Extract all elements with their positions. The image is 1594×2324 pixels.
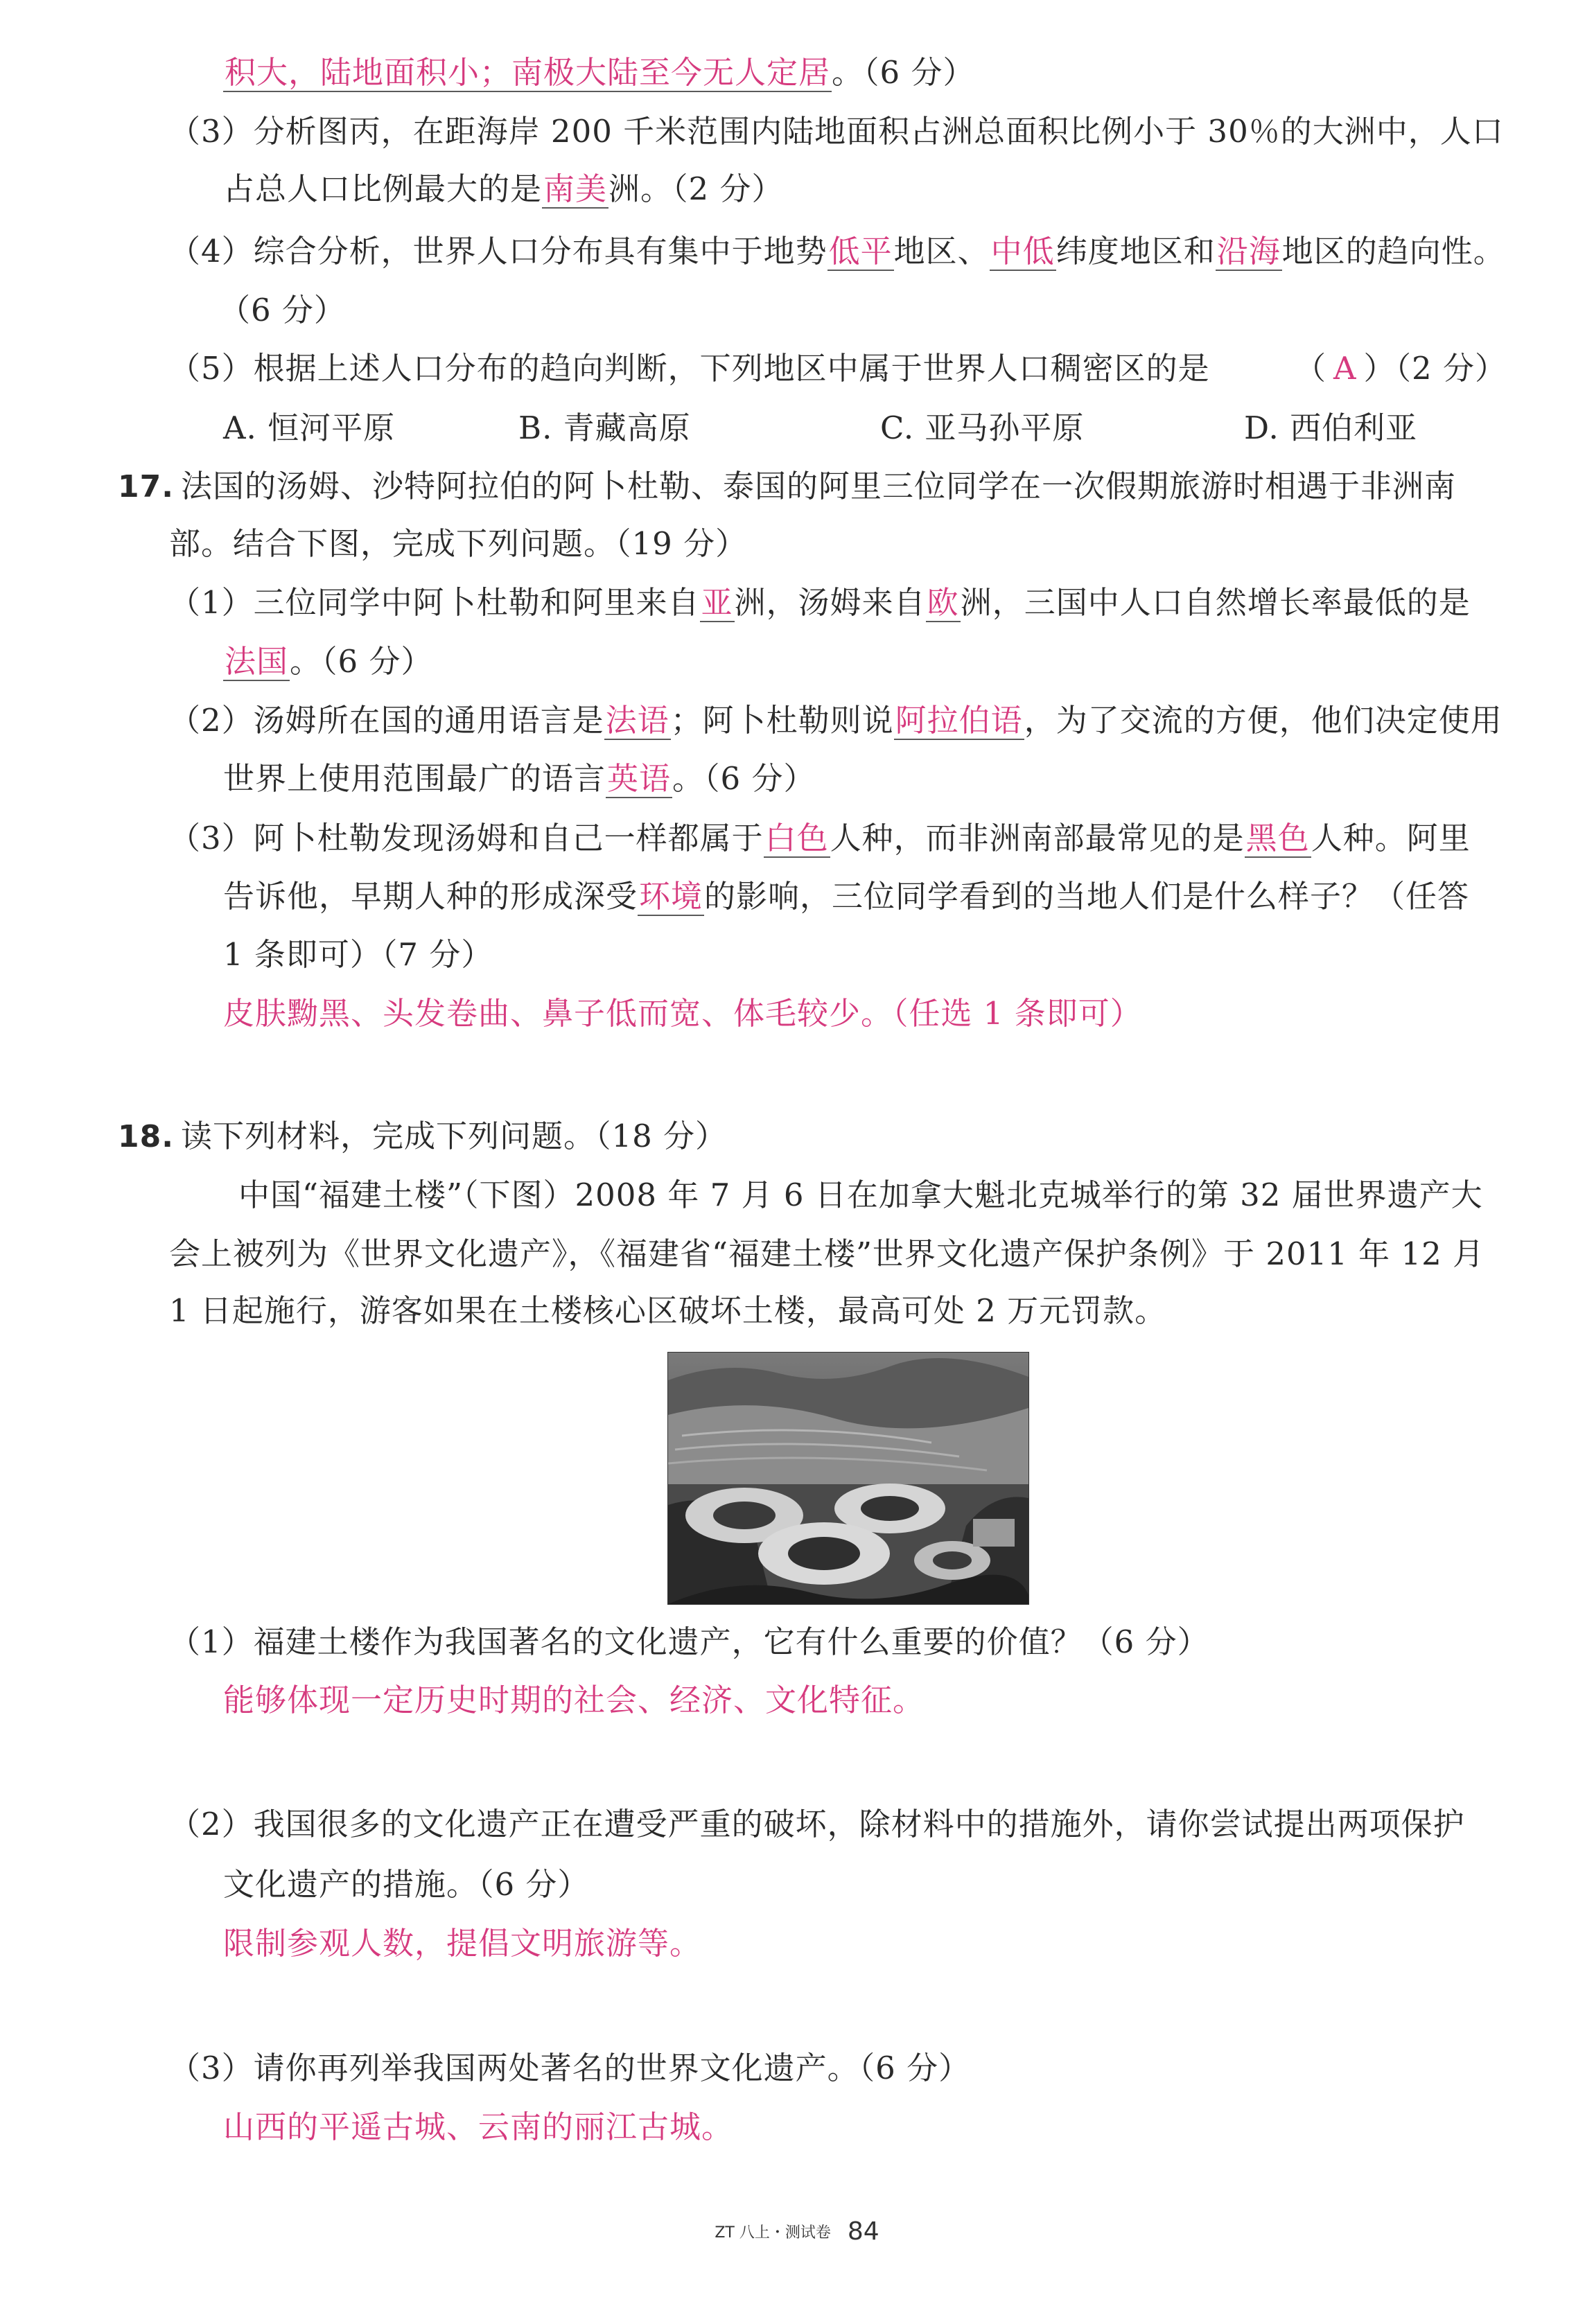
answer-blank: 欧 [927,584,959,621]
question-text: 的影响，三位同学看到的当地人们是什么样子？（任答 [704,878,1470,915]
q17-line2: 部。结合下图，完成下列问题。（19 分） [169,525,748,562]
question-text: 告诉他，早期人种的形成深受 [223,878,638,915]
q16-5-answer-paren [1295,348,1507,389]
q18-material-line3: 1 日起施行，游客如果在土楼核心区破坏土楼，最高可处 2 万元罚款。 [169,1292,1167,1329]
fujian-tulou-photo [667,1352,1029,1605]
question-text: （2）汤姆所在国的通用语言是 [169,702,604,739]
q17-1-line1 [169,582,1471,624]
q16-5-option-b: B. 青藏高原 [518,410,691,446]
q18-material-line1: 中国“福建土楼”（下图）2008 年 7 月 6 日在加拿大魁北克城举行的第 32 届世界遗产大 [238,1177,1483,1213]
q16-3-line1: （3）分析图丙，在距海岸 200 千米范围内陆地面积占洲总面积比例小于 30％的大洲中，人口 [169,113,1504,150]
footer-tag: ZT 八上・测试卷 [715,2224,831,2242]
question-text: 地区、 [893,233,990,270]
question-text: 占总人口比例最大的是 [223,170,543,207]
q16-4-line1 [169,231,1505,272]
answer-blank: 亚 [701,584,733,621]
answer-text: 积大，陆地面积小；南极大陆至今无人定居 [225,54,831,91]
answer-blank: 中低 [990,233,1055,270]
q18-material-line2: 会上被列为《世界文化遗产》，《福建省“福建土楼”世界文化遗产保护条例》于 2011 年 12 月 [169,1235,1485,1272]
question-number: 18. [118,1119,174,1154]
answer-blank: 低平 [828,233,893,270]
q16-2-answer-continued [223,52,974,94]
q16-5-line1 [169,348,1210,389]
q16-4-line2: （6 分） [219,292,346,328]
answer-blank: 法国 [225,643,289,680]
q17-1-line2 [223,641,432,683]
question-text: 法国的汤姆、沙特阿拉伯的阿卜杜勒、泰国的阿里三位同学在一次假期旅游时相遇于非洲南 [180,468,1456,504]
question-text: （3）阿卜杜勒发现汤姆和自己一样都属于 [169,820,764,856]
question-text: （5）根据上述人口分布的趋向判断，下列地区中属于世界人口稠密区的是 [169,350,1210,387]
q18-3-answer: 山西的平遥古城、云南的丽江古城。 [223,2109,734,2145]
score-label: 。（6 分） [832,54,975,91]
question-text: （4）综合分析，世界人口分布具有集中于地势 [169,233,827,270]
q17-2-line1 [169,700,1503,741]
q16-5-option-a: A. 恒河平原 [223,410,396,446]
q17-3-line1 [169,818,1471,859]
score-label: 。（6 分） [672,760,816,797]
question-text: 洲，汤姆来自 [734,584,926,621]
paren-left: （ [1295,350,1327,387]
question-text: ，为了交流的方便，他们决定使用 [1024,702,1503,739]
q18-line1 [118,1116,727,1158]
q18-3-question: （3）请你再列举我国两处著名的世界文化遗产。（6 分） [169,2050,971,2086]
answer-blank: 英语 [607,760,672,797]
answer-blank: 沿海 [1216,233,1281,270]
q16-5-option-d: D. 西伯利亚 [1244,410,1418,446]
question-text: 洲，三国中人口自然增长率最低的是 [960,584,1471,621]
answer-blank: 黑色 [1245,820,1310,856]
choice-answer: A [1333,350,1357,387]
q17-3-answer: 皮肤黝黑、头发卷曲、鼻子低而宽、体毛较少。（任选 1 条即可） [223,995,1142,1032]
question-text: （1）三位同学中阿卜杜勒和阿里来自 [169,584,700,621]
question-text: 人种，而非洲南部最常见的是 [830,820,1245,856]
q16-3-line2 [223,168,783,210]
paren-right: ）（2 分） [1363,350,1507,387]
answer-blank: 白色 [764,820,829,856]
question-text: 纬度地区和 [1056,233,1216,270]
q17-3-line3: 1 条即可）（7 分） [223,936,493,973]
question-text: ；阿卜杜勒则说 [670,702,894,739]
q18-2-line2: 文化遗产的措施。（6 分） [223,1866,590,1903]
q17-2-line2 [223,758,815,800]
q17-3-line2 [223,876,1469,917]
q16-5-option-c: C. 亚马孙平原 [880,410,1085,446]
score-label: 。（6 分） [290,643,433,680]
answer-blank: 阿拉伯语 [895,702,1023,739]
page-footer [0,2217,1594,2246]
question-number: 17. [118,469,174,504]
question-text: 洲。（2 分） [608,170,784,207]
question-text: 人种。阿里 [1311,820,1471,856]
q18-1-question: （1）福建土楼作为我国著名的文化遗产，它有什么重要的价值？（6 分） [169,1623,1209,1660]
question-text: 读下列材料，完成下列问题。（18 分） [180,1118,728,1154]
page-number: 84 [847,2217,879,2246]
answer-blank: 南美 [543,170,608,207]
answer-blank: 法语 [605,702,669,739]
q18-1-answer: 能够体现一定历史时期的社会、经济、文化特征。 [223,1682,925,1718]
q18-2-answer: 限制参观人数，提倡文明旅游等。 [223,1925,702,1962]
question-text: 地区的趋向性。 [1281,233,1505,270]
q17-line1 [118,466,1456,508]
answer-blank: 环境 [639,878,703,915]
question-text: 世界上使用范围最广的语言 [223,760,606,797]
q18-2-line1: （2）我国很多的文化遗产正在遭受严重的破坏，除材料中的措施外，请你尝试提出两项保护 [169,1806,1465,1842]
